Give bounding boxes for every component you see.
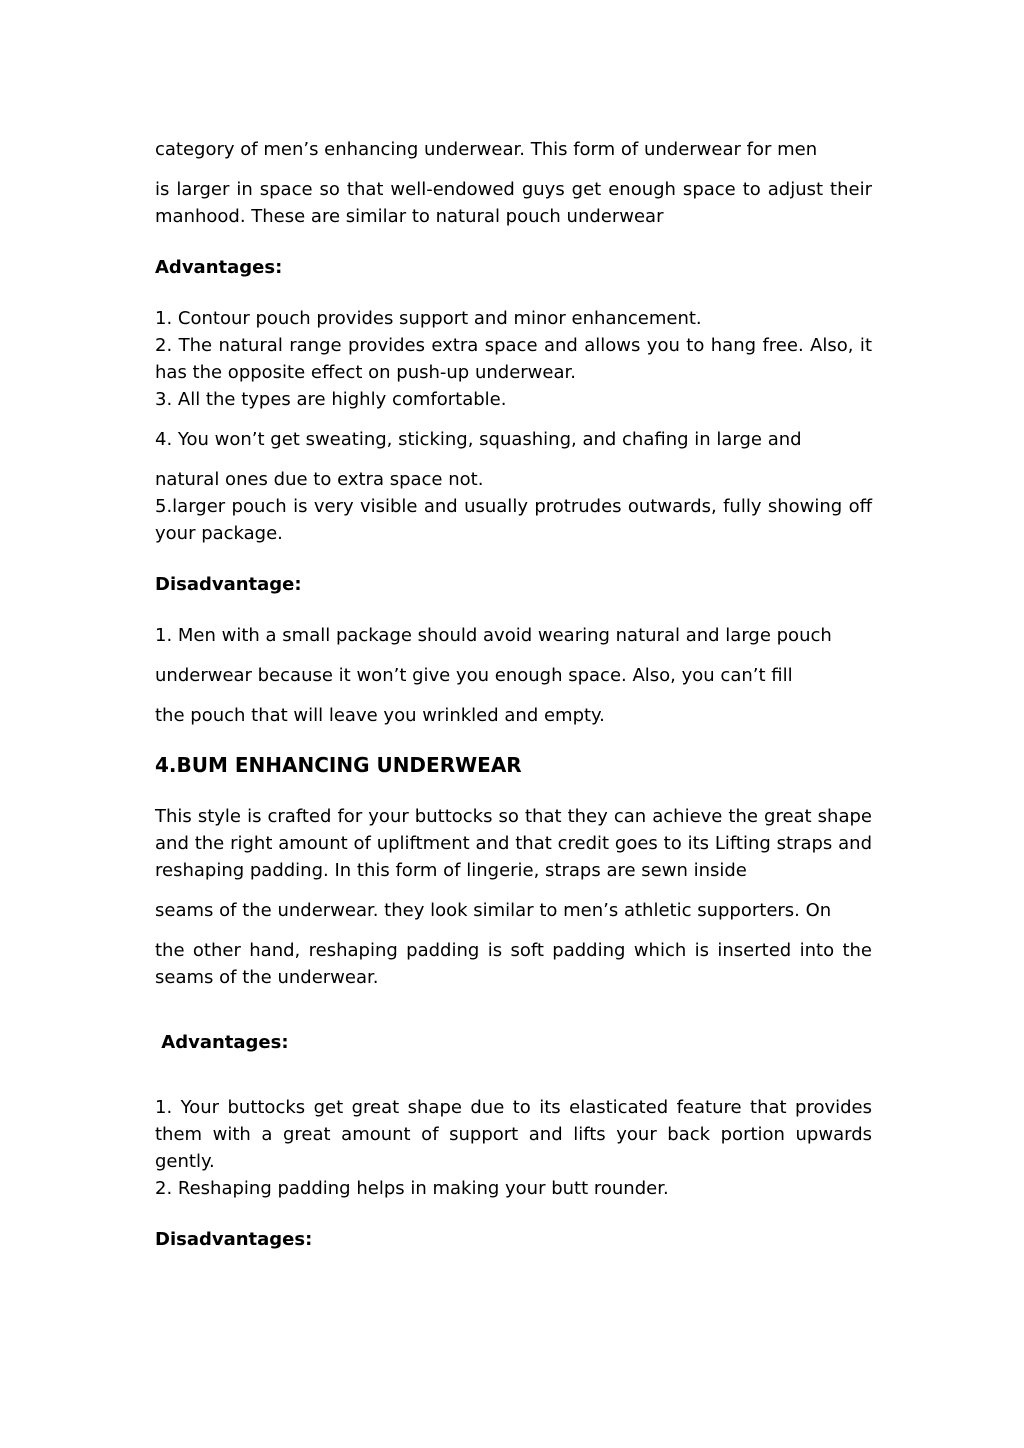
bum-advantages-heading: Advantages: — [155, 1032, 289, 1053]
document-page — [155, 136, 872, 1253]
list-item: 4. You won’t get sweating, sticking, squashing, and chafing in large and — [155, 429, 802, 450]
list-item: 2. The natural range provides extra space and allows you to hang free. Also, it has the opposite effect on push-up underwear. — [155, 335, 872, 383]
list-item: 1. Contour pouch provides support and minor enhancement. — [155, 308, 702, 329]
list-item: 5.larger pouch is very visible and usually protrudes outwards, fully showing off your package. — [155, 496, 872, 544]
pouch-disadvantage-list — [155, 622, 872, 729]
bum-description-2: seams of the underwear. they look similar to men’s athletic supporters. On — [155, 900, 832, 921]
intro-paragraph: is larger in space so that well-endowed guys get enough space to adjust their manhood. These are similar to natural pouch underwear — [155, 179, 872, 227]
section-title: 4.BUM ENHANCING UNDERWEAR — [155, 753, 522, 777]
bum-description-1: This style is crafted for your buttocks so that they can achieve the great shape and the right amount of upliftment and that credit goes to its Lifting straps and reshaping padding. In this form of lingerie, straps are sewn inside — [155, 806, 872, 881]
list-item: 1. Your buttocks get great shape due to its elasticated feature that provides them with a great amount of support and lifts your back portion upwards gently. — [155, 1097, 872, 1172]
list-item: 3. All the types are highly comfortable. — [155, 389, 507, 410]
intro-line-1: category of men’s enhancing underwear. This form of underwear for men — [155, 139, 818, 160]
pouch-advantages-heading: Advantages: — [155, 257, 283, 278]
list-item: 1. Men with a small package should avoid wearing natural and large pouch — [155, 625, 832, 646]
list-item: underwear because it won’t give you enough space. Also, you can’t fill — [155, 665, 793, 686]
pouch-disadvantage-heading: Disadvantage: — [155, 574, 302, 595]
pouch-advantages-list — [155, 305, 872, 547]
list-item: 2. Reshaping padding helps in making your butt rounder. — [155, 1178, 669, 1199]
bum-advantages-list — [155, 1094, 872, 1202]
list-item: the pouch that will leave you wrinkled and empty. — [155, 705, 605, 726]
bum-disadvantages-heading: Disadvantages: — [155, 1229, 313, 1250]
list-item: natural ones due to extra space not. — [155, 469, 484, 490]
bum-description-3: the other hand, reshaping padding is soft padding which is inserted into the seams of the underwear. — [155, 940, 872, 988]
